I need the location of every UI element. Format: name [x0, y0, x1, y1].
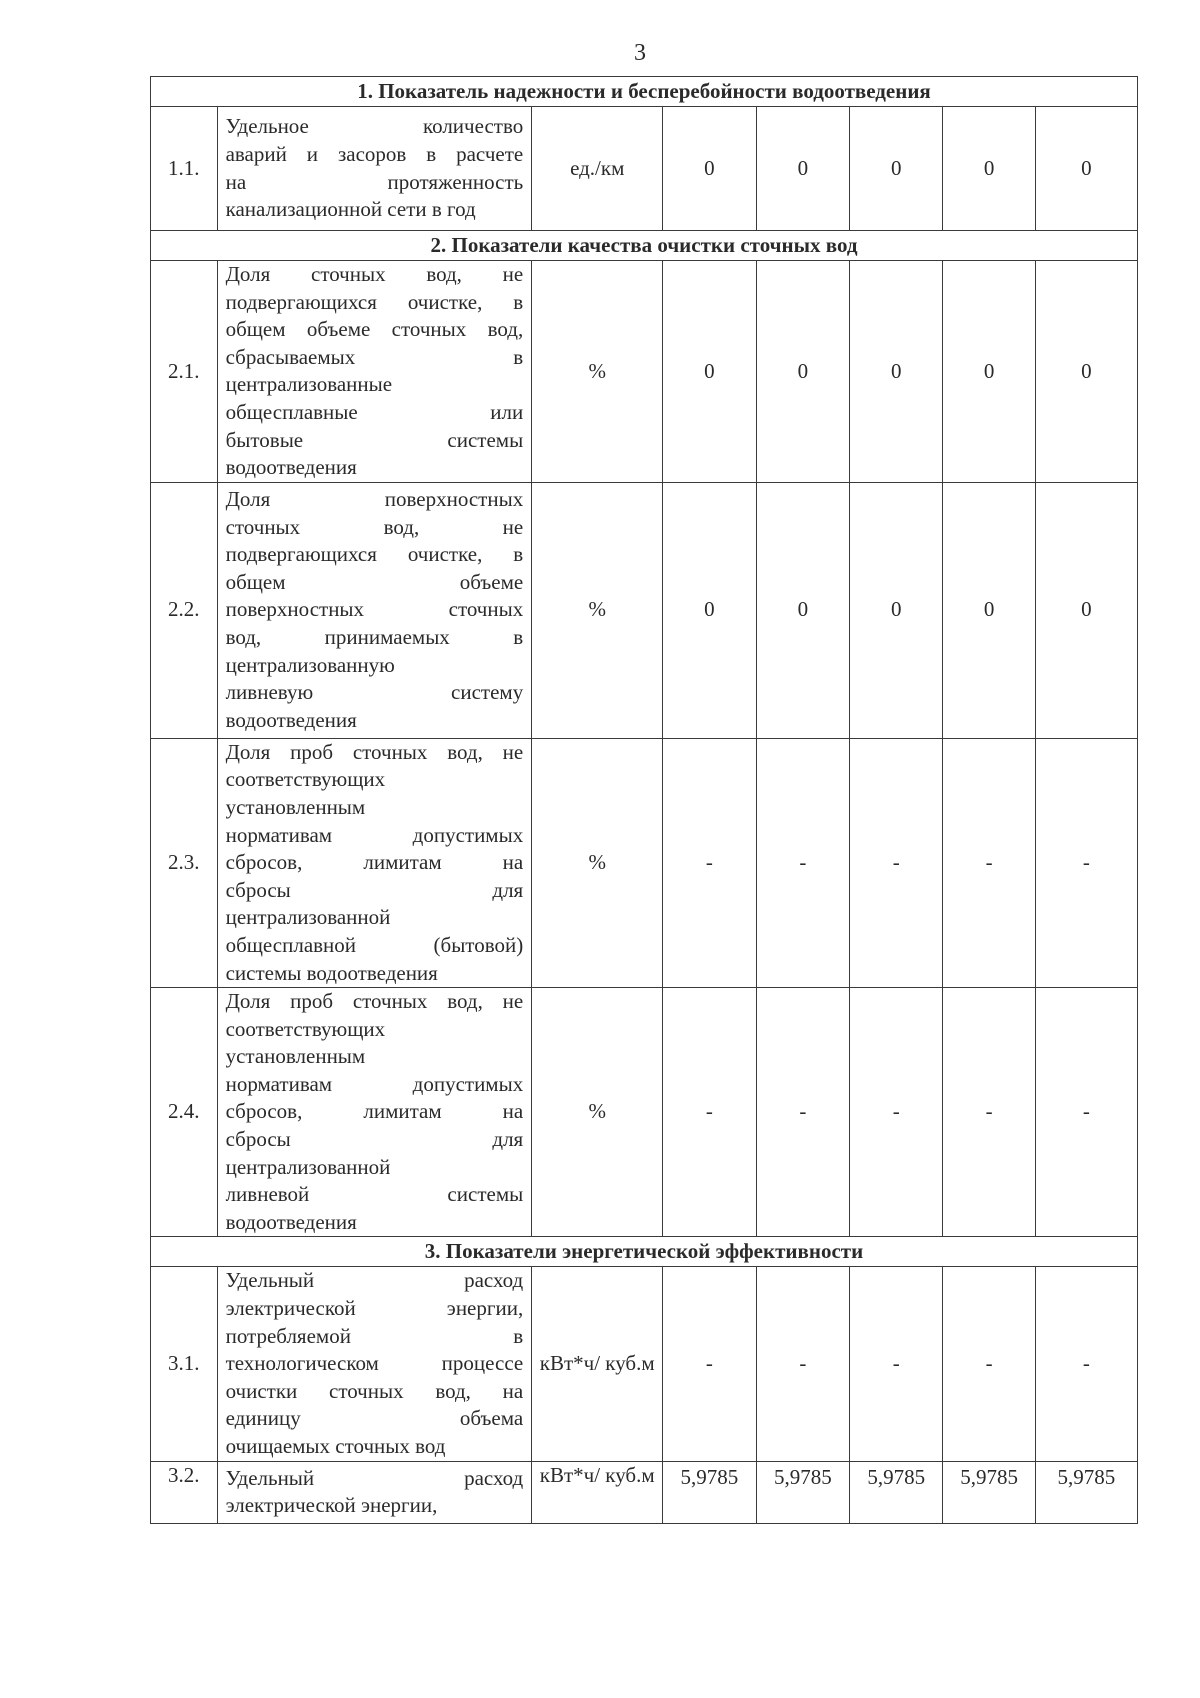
description-line: соответствующих	[225, 767, 386, 792]
indicator-description	[217, 738, 532, 987]
description-line: Удельный расход	[225, 1465, 524, 1490]
description-line: очищаемых сточных вод	[225, 1434, 446, 1458]
description-line: Доля сточных вод, не	[225, 262, 524, 286]
value-cell: 0	[756, 482, 849, 738]
unit-cell: ед./км	[532, 107, 663, 231]
indicator-row	[151, 738, 1138, 987]
value-cell: -	[850, 988, 943, 1237]
value-cell: -	[1035, 1267, 1137, 1461]
row-number: 2.2.	[151, 482, 218, 738]
description-line: нормативам допустимых	[225, 822, 524, 847]
section-title: 3. Показатели энергетической эффективности	[151, 1237, 1138, 1267]
description-line: Удельный расход	[225, 1268, 524, 1293]
section-title: 1. Показатель надежности и бесперебойности водоотведения	[151, 77, 1138, 107]
value-cell: 5,9785	[1035, 1461, 1137, 1523]
indicator-row	[151, 988, 1138, 1237]
value-cell: -	[943, 738, 1035, 987]
indicator-description	[217, 261, 532, 483]
value-cell: 0	[943, 482, 1035, 738]
value-cell: 0	[943, 107, 1035, 231]
section-title: 2. Показатели качества очистки сточных вод	[151, 231, 1138, 261]
description-line: подвергающихся очистке, в	[225, 289, 524, 314]
value-cell: 0	[756, 261, 849, 483]
page-number: 3	[634, 40, 646, 66]
description-line: бытовые системы	[225, 427, 524, 452]
row-number: 1.1.	[151, 107, 218, 231]
indicators-table	[150, 76, 1138, 1524]
unit-cell: %	[532, 988, 663, 1237]
indicator-row	[151, 1461, 1138, 1523]
description-line: единицу объема	[225, 1406, 524, 1431]
description-line: Удельное количество	[225, 114, 524, 139]
description-line: сбросов, лимитам на	[225, 1099, 524, 1124]
indicator-row	[151, 1267, 1138, 1461]
value-cell: 0	[663, 261, 756, 483]
value-cell: 0	[943, 261, 1035, 483]
section-header-row	[151, 231, 1138, 261]
value-cell: 0	[663, 482, 756, 738]
value-cell: -	[756, 988, 849, 1237]
value-cell: 0	[850, 107, 943, 231]
row-number: 3.1.	[151, 1267, 218, 1461]
description-line: сбрасываемых в	[225, 344, 524, 369]
value-cell: -	[943, 1267, 1035, 1461]
value-cell: 0	[1035, 107, 1137, 231]
description-line: общесплавные или	[225, 399, 524, 424]
description-line: поверхностных сточных	[225, 597, 524, 622]
description-line: общем объеме	[225, 569, 524, 594]
indicator-description	[217, 1461, 532, 1523]
description-line: общем объеме сточных вод,	[225, 317, 524, 342]
description-line: ливневую систему	[225, 680, 524, 705]
value-cell: -	[756, 738, 849, 987]
value-cell: -	[850, 1267, 943, 1461]
description-line: электрической энергии,	[225, 1493, 438, 1518]
indicator-row	[151, 482, 1138, 738]
value-cell: -	[663, 738, 756, 987]
row-number: 2.3.	[151, 738, 218, 987]
description-line: на протяженность	[225, 169, 524, 194]
description-line: централизованной	[225, 1154, 391, 1179]
value-cell: 5,9785	[943, 1461, 1035, 1523]
description-line: вод, принимаемых в	[225, 625, 524, 650]
description-line: аварий и засоров в расчете	[225, 141, 524, 166]
description-line: нормативам допустимых	[225, 1071, 524, 1096]
value-cell: 0	[1035, 482, 1137, 738]
unit-cell: кВт*ч/ куб.м	[532, 1267, 663, 1461]
description-line: централизованные	[225, 372, 393, 397]
indicator-row	[151, 261, 1138, 483]
description-line: соответствующих	[225, 1016, 386, 1041]
description-line: технологическом процессе	[225, 1351, 524, 1376]
description-line: очистки сточных вод, на	[225, 1378, 524, 1403]
description-line: потребляемой в	[225, 1323, 524, 1348]
value-cell: -	[756, 1267, 849, 1461]
value-cell: -	[943, 988, 1035, 1237]
description-line: водоотведения	[225, 455, 357, 480]
description-line: подвергающихся очистке, в	[225, 542, 524, 567]
section-header-row	[151, 77, 1138, 107]
description-line: Доля проб сточных вод, не	[225, 989, 524, 1014]
unit-cell: %	[532, 261, 663, 483]
value-cell: 0	[850, 482, 943, 738]
row-number: 2.1.	[151, 261, 218, 483]
value-cell: 5,9785	[756, 1461, 849, 1523]
value-cell: 0	[1035, 261, 1137, 483]
value-cell: 5,9785	[663, 1461, 756, 1523]
description-line: водоотведения	[225, 707, 357, 732]
value-cell: 0	[663, 107, 756, 231]
unit-cell: кВт*ч/ куб.м	[532, 1461, 663, 1523]
description-line: водоотведения	[225, 1209, 357, 1234]
indicator-description	[217, 1267, 532, 1461]
unit-cell: %	[532, 482, 663, 738]
description-line: системы водоотведения	[225, 960, 438, 985]
value-cell: -	[663, 1267, 756, 1461]
value-cell: -	[663, 988, 756, 1237]
value-cell: 0	[850, 261, 943, 483]
row-number: 2.4.	[151, 988, 218, 1237]
description-line: общесплавной (бытовой)	[225, 932, 524, 957]
description-line: установленным	[225, 1044, 366, 1069]
description-line: сбросы для	[225, 1127, 524, 1152]
unit-cell: %	[532, 738, 663, 987]
description-line: сбросов, лимитам на	[225, 850, 524, 875]
indicator-description	[217, 988, 532, 1237]
description-line: ливневой системы	[225, 1182, 524, 1207]
section-header-row	[151, 1237, 1138, 1267]
value-cell: 0	[756, 107, 849, 231]
description-line: электрической энергии,	[225, 1296, 524, 1321]
row-number: 3.2.	[151, 1461, 218, 1523]
description-line: канализационной сети в год	[225, 197, 476, 222]
indicator-description	[217, 107, 532, 231]
value-cell: -	[850, 738, 943, 987]
indicator-row	[151, 107, 1138, 231]
value-cell: -	[1035, 738, 1137, 987]
description-line: Доля проб сточных вод, не	[225, 739, 524, 764]
value-cell: 5,9785	[850, 1461, 943, 1523]
description-line: централизованной	[225, 905, 391, 930]
indicator-description	[217, 482, 532, 738]
description-line: Доля поверхностных	[225, 487, 524, 512]
description-line: сбросы для	[225, 877, 524, 902]
description-line: сточных вод, не	[225, 514, 524, 539]
description-line: централизованную	[225, 652, 395, 677]
description-line: установленным	[225, 794, 366, 819]
value-cell: -	[1035, 988, 1137, 1237]
